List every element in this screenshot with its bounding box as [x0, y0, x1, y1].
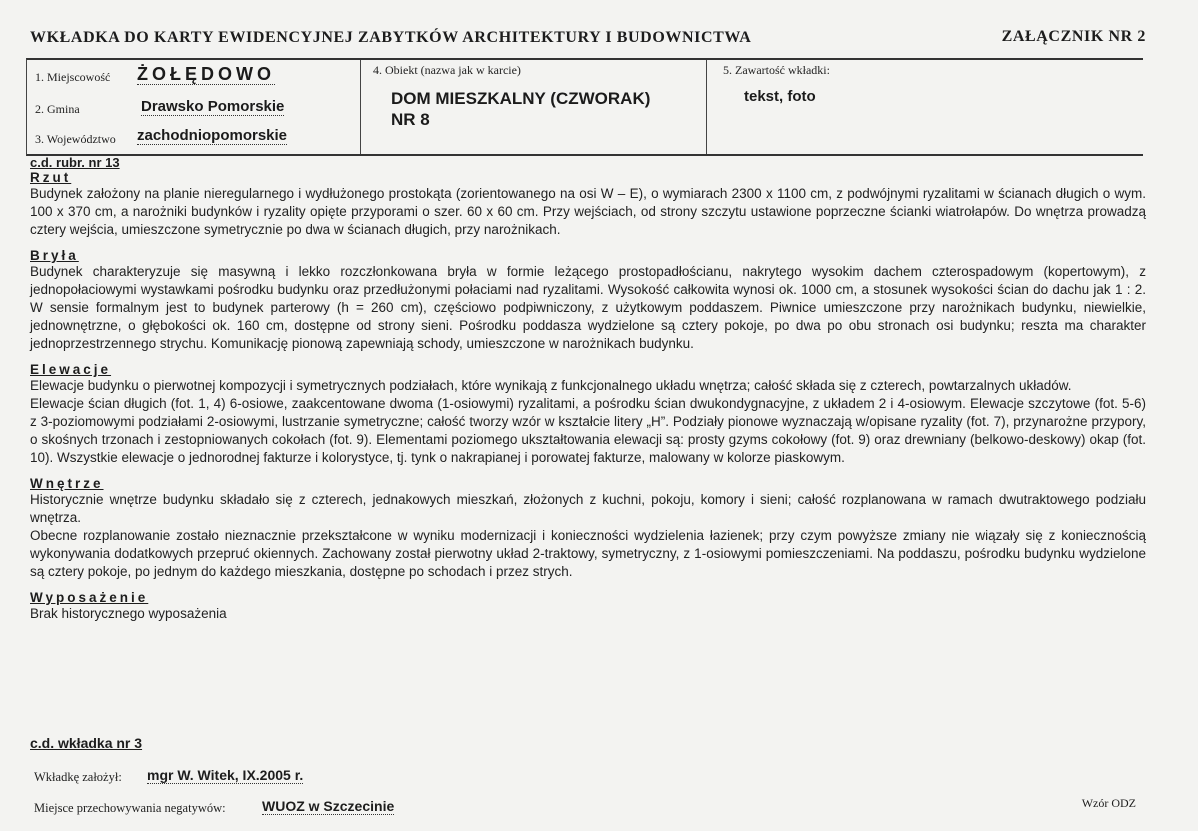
zawartosc-value: tekst, foto: [744, 88, 816, 105]
negatywy-label: Miejsce przechowywania negatywów:: [34, 801, 226, 815]
section-title: Rzut: [30, 170, 72, 185]
gmina-label: 2. Gmina: [35, 102, 80, 116]
obiekt-label: 4. Obiekt (nazwa jak w karcie): [373, 63, 521, 77]
section-paragraph: Elewacje budynku o pierwotnej kompozycji i symetrycznych podziałach, które wynikają z funkcjonalnego układu wnętrza; całość składa się z czterech, powtarzalnych układów.: [30, 378, 1072, 393]
page-title: WKŁADKA DO KARTY EWIDENCYJNEJ ZABYTKÓW ARCHITEKTURY I BUDOWNICTWA: [30, 29, 752, 46]
section-title: Elewacje: [30, 362, 112, 377]
section-title: Wyposażenie: [30, 590, 149, 605]
section-wnetrze: [30, 476, 1146, 581]
zalozyl-value: mgr W. Witek, IX.2005 r.: [147, 767, 304, 783]
negatywy-value: WUOZ w Szczecinie: [262, 798, 395, 814]
column-divider: [360, 60, 361, 154]
section-paragraph: Budynek założony na planie nieregularnego i wydłużonego prostokąta (zorientowanego na osi W – E), o wymiarach 2300 x 1100 cm, z podwójnymi ryzalitami w ścianach długich o wym. 100 x 370 cm, a narożniki budynków i ryzality opięte przyporami o szer. 60 x 60 cm. Przy wejściach, od strony szczytu ustawione poprzeczne ścianki wiatrołapów. Do wnętrza prowadzą cztery wejścia, umieszczone symetrycznie po dwa w ścianach długich, przy narożnikach.: [30, 186, 1146, 237]
wojewodztwo-label: 3. Województwo: [35, 132, 116, 146]
identification-box: [26, 58, 1143, 156]
form-template-label: Wzór ODZ: [1081, 796, 1136, 810]
cd-rubr-label: c.d. rubr. nr 13: [30, 155, 120, 170]
zawartosc-label: 5. Zawartość wkładki:: [723, 63, 830, 77]
wojewodztwo-value: zachodniopomorskie: [137, 127, 288, 144]
zalozyl-label: Wkładkę założył:: [34, 770, 122, 784]
document-body: [30, 155, 1146, 623]
section-paragraph: Brak historycznego wyposażenia: [30, 606, 227, 621]
miejscowosc-label: 1. Miejscowość: [35, 70, 111, 84]
section-paragraph: Historycznie wnętrze budynku składało się z czterech, jednakowych mieszkań, złożonych z kuchni, pokoju, komory i sieni; całość rozplanowana w ramach dwutraktowego podziału wnętrza.: [30, 492, 1146, 525]
obiekt-value-line1: DOM MIESZKALNY (CZWORAK): [391, 89, 651, 108]
column-divider: [706, 60, 707, 154]
obiekt-value-line2: NR 8: [391, 110, 430, 129]
miejscowosc-value: ŻOŁĘDOWO: [137, 64, 275, 84]
section-wyposazenie: [30, 590, 1146, 623]
gmina-value: Drawsko Pomorskie: [141, 98, 285, 115]
section-paragraph: Obecne rozplanowanie zostało nieznacznie przekształcone w wyniku modernizacji i konieczności wydzielenia łazienek; przy czym powyższe zmiany nie wiązały się z koniecznością wykonywania dodatkowych przepruć okiennych. Zachowany został pierwotny układ 2-traktowy, symetryczny, z 1-osiowymi pomieszczeniami. Na poddaszu, pośrodku budynku wydzielone są cztery pokoje, po jednym do każdego mieszkania, dostępne po schodach i przez strych.: [30, 528, 1146, 579]
section-title: Bryła: [30, 248, 79, 263]
section-title: Wnętrze: [30, 476, 104, 491]
section-elewacje: [30, 362, 1146, 467]
annex-label: ZAŁĄCZNIK NR 2: [1001, 28, 1146, 45]
section-rzut: [30, 170, 1146, 239]
section-paragraph: Elewacje ścian długich (fot. 1, 4) 6-osiowe, zaakcentowane dwoma (1-osiowymi) ryzalitami, a pośrodku ścian dwukondygnacyjne, z układem 2 i 4-osiowym. Elewacje szczytowe (fot. 5-6) z 3-poziomowymi podziałami 2-osiowymi, lustrzanie symetryczne; całość tworzy wzór w kształcie litery „H”. Podziały pionowe wyznaczają w/opisane ryzality (fot. 7), przynarożne przypory, o skośnych trzonach i zestopniowanych cokołach (fot. 9). Elementami poziomego ukształtowania elewacji są: prosty gzyms cokołowy (fot. 9) oraz drewniany (belkowo-deskowy) okap (fot. 10). Wszystkie elewacje o jednorodnej fakturze i kolorystyce, tj. tynk o nakrapianej i porowatej fakturze, malowany w kolorze piaskowym.: [30, 396, 1146, 465]
cd-wkladka-label: c.d. wkładka nr 3: [30, 735, 143, 751]
section-bryla: [30, 248, 1146, 353]
section-paragraph: Budynek charakteryzuje się masywną i lekko rozczłonkowana bryła w formie leżącego prostopadłościanu, nakrytego wysokim dachem czterospadowym (kopertowym), z jednopołaciowymi wystawkami pośrodku budynku oraz przedłużonymi połaciami nad ryzalitami. Wysokość całkowita wynosi ok. 1000 cm, a stosunek wysokości ścian do dachu jak 1 : 2. W sensie formalnym jest to budynek parterowy (h = 260 cm), częściowo podpiwniczony, z użytkowym poddaszem. Piwnice umieszczone przy narożnikach budynku, niewielkie, jednownętrzne, o głębokości ok. 160 cm, dostępne od strony sieni. Pośrodku poddasza wydzielone są cztery pokoje, po dwa po obu stronach osi budynku; reszta ma charakter jednoprzestrzennego strychu. Komunikację pionową zapewniają schody, umieszczone w narożnikach budynku.: [30, 264, 1146, 351]
